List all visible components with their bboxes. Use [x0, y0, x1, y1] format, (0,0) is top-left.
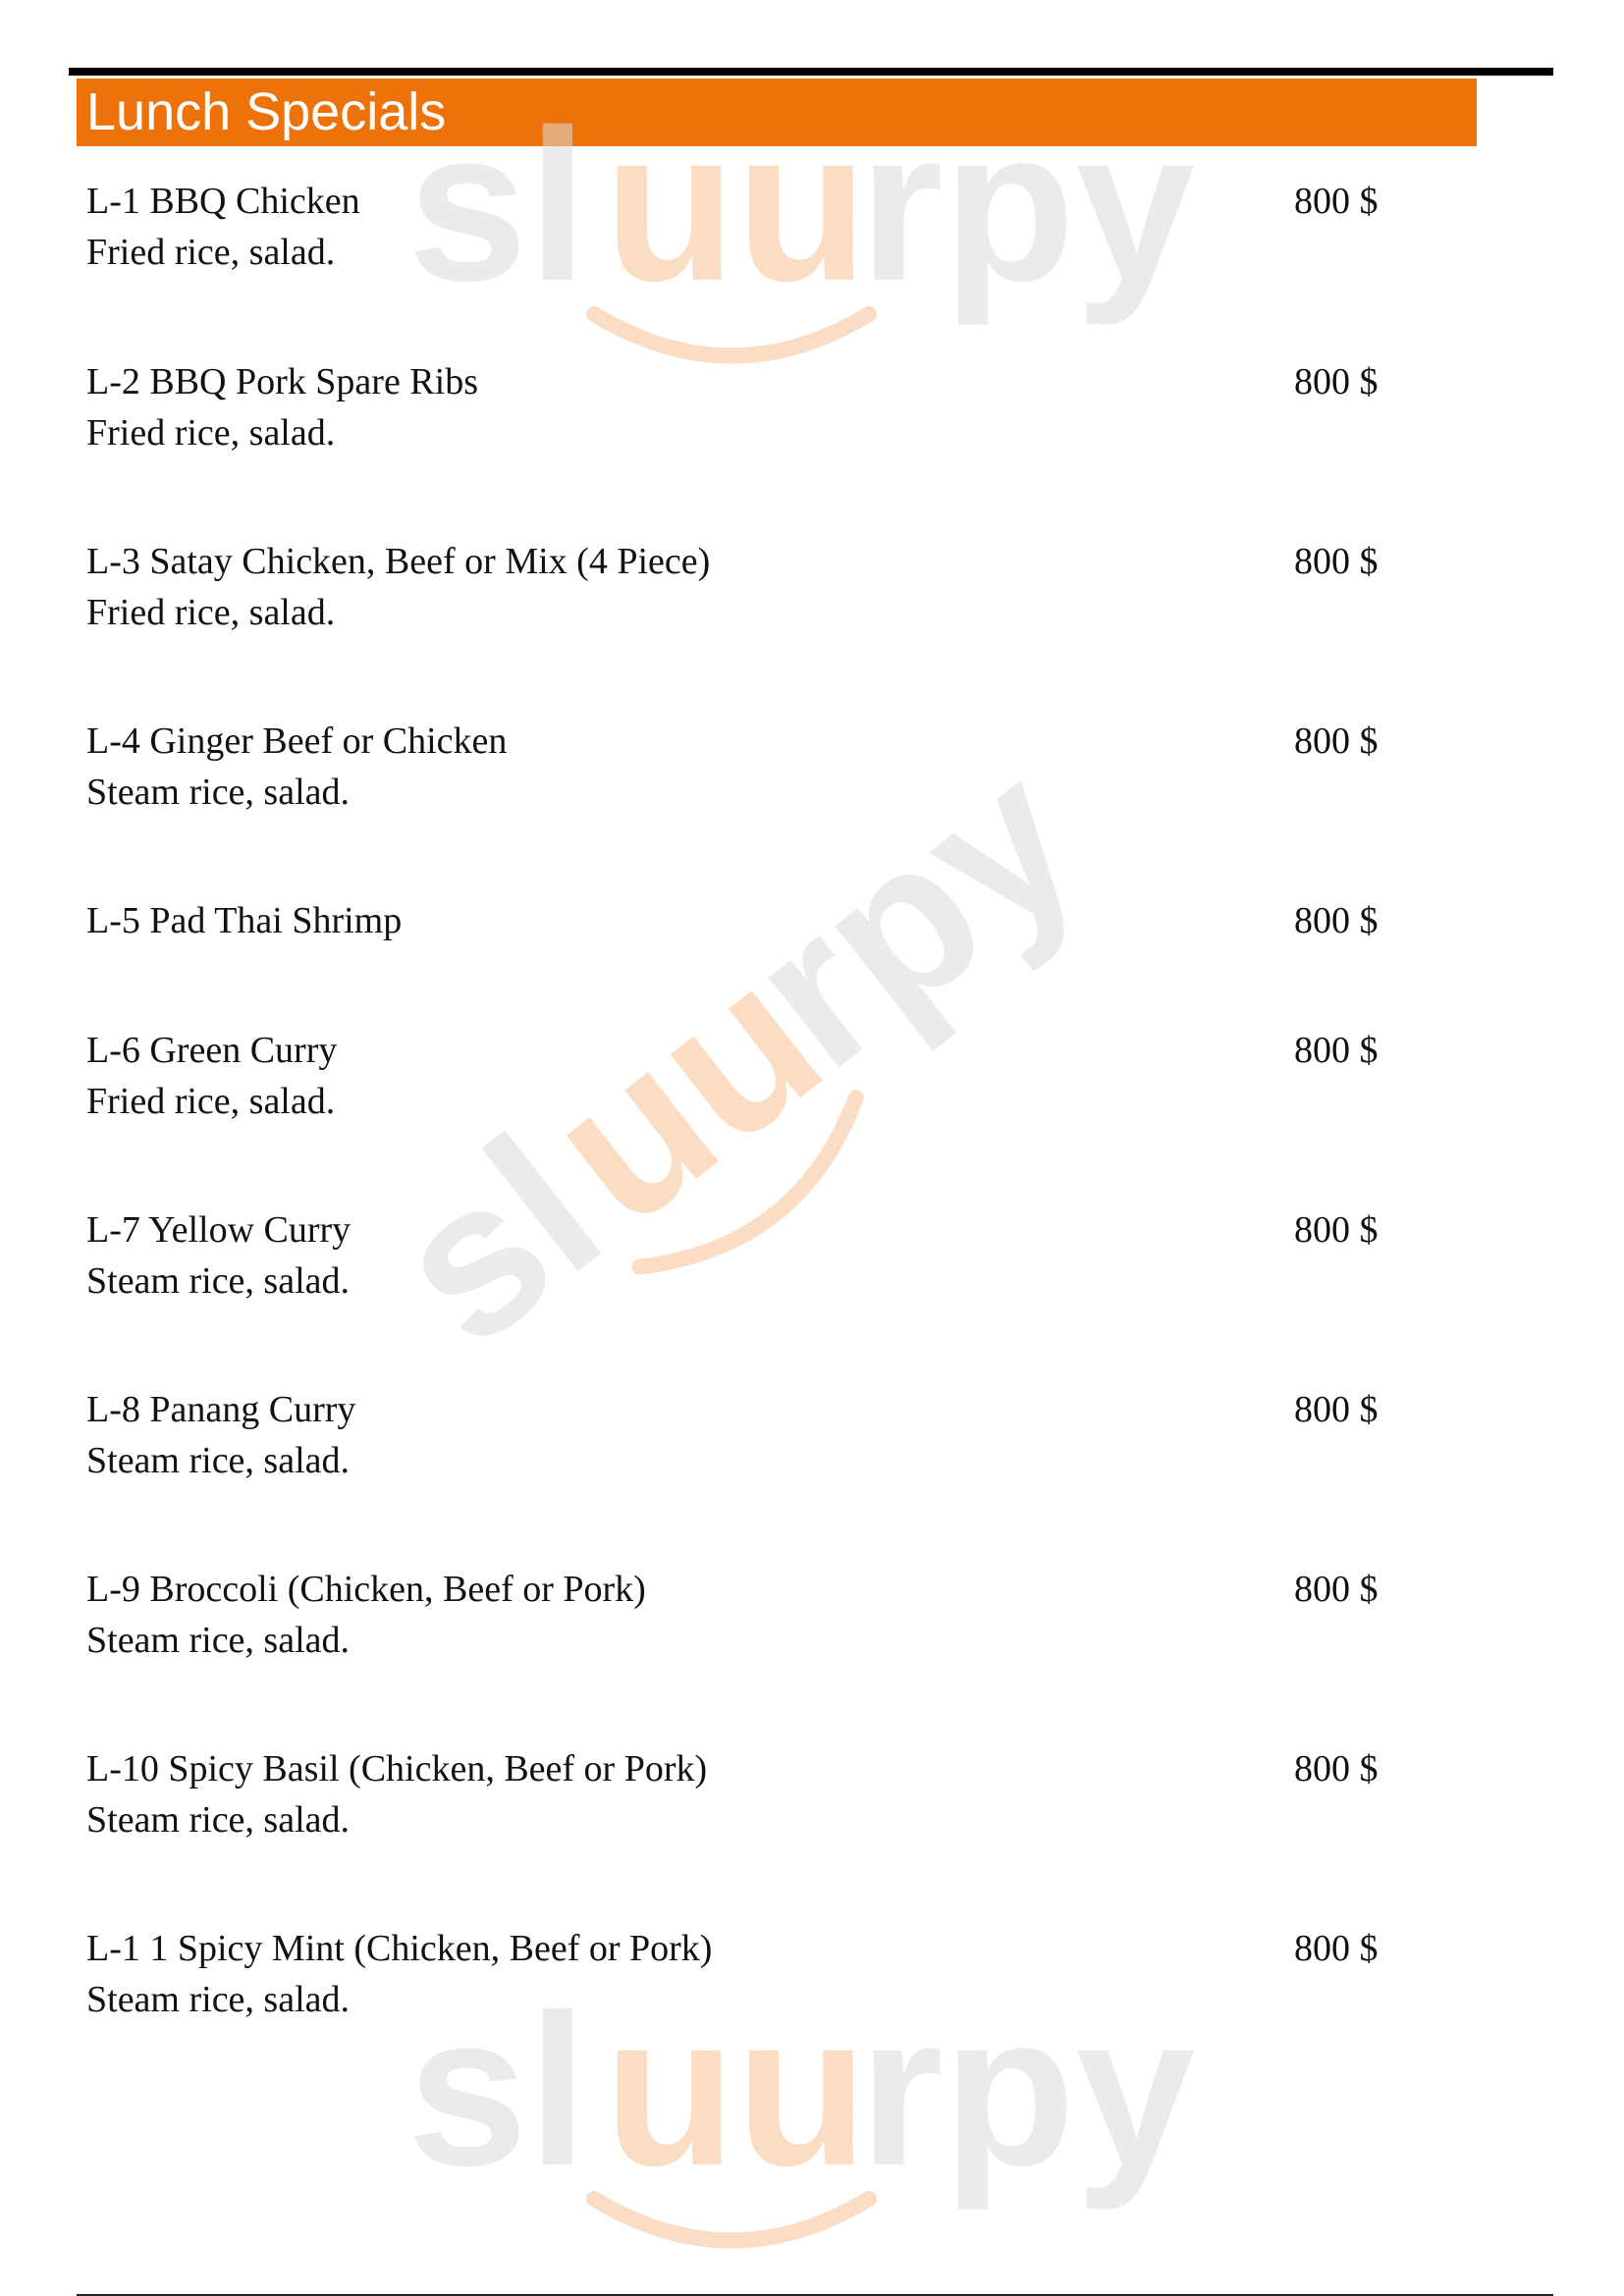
menu-item-description: Fried rice, salad. — [86, 412, 336, 454]
menu-item-description: Steam rice, salad. — [86, 1440, 351, 1481]
svg-text:uu: uu — [604, 84, 868, 326]
menu-item — [86, 1387, 1402, 1495]
menu-item — [86, 898, 1402, 1006]
menu-item — [86, 1926, 1402, 2034]
menu-item-name: L-9 Broccoli (Chicken, Beef or Pork) — [86, 1569, 646, 1610]
menu-item-name: L-3 Satay Chicken, Beef or Mix (4 Piece) — [86, 541, 711, 582]
menu-item-price: 800 $ — [1294, 1389, 1379, 1430]
svg-text:uu: uu — [506, 917, 863, 1270]
menu-item-price: 800 $ — [1294, 1928, 1379, 1969]
menu-item-price: 800 $ — [1294, 181, 1379, 222]
menu-item — [86, 1746, 1402, 1854]
menu-item — [86, 539, 1402, 647]
menu-item-description: Steam rice, salad. — [86, 772, 351, 813]
menu-item-name: L-7 Yellow Curry — [86, 1209, 352, 1251]
menu-item-name: L-6 Green Curry — [86, 1030, 338, 1071]
menu-item-name: L-2 BBQ Pork Spare Ribs — [86, 361, 478, 402]
menu-item-price: 800 $ — [1294, 721, 1379, 762]
menu-item — [86, 719, 1402, 827]
menu-item-name: L-1 BBQ Chicken — [86, 181, 360, 222]
menu-item-description: Fried rice, salad. — [86, 592, 336, 633]
menu-item — [86, 1207, 1402, 1315]
svg-text:sl: sl — [407, 84, 588, 326]
menu-item-price: 800 $ — [1294, 361, 1379, 402]
menu-item — [86, 359, 1402, 467]
menu-item-name: L-10 Spicy Basil (Chicken, Beef or Pork) — [86, 1748, 708, 1789]
menu-item-price: 800 $ — [1294, 541, 1379, 582]
menu-item-description: Steam rice, salad. — [86, 1260, 351, 1302]
menu-item-description: Steam rice, salad. — [86, 1620, 351, 1661]
menu-item — [86, 1567, 1402, 1675]
menu-item — [86, 1028, 1402, 1136]
menu-item-description: Fried rice, salad. — [86, 1081, 336, 1122]
menu-item-price: 800 $ — [1294, 900, 1379, 941]
svg-text:rpy: rpy — [706, 716, 1121, 1113]
menu-item-price: 800 $ — [1294, 1569, 1379, 1610]
menu-item — [86, 179, 1402, 287]
menu-item-price: 800 $ — [1294, 1209, 1379, 1251]
menu-item-name: L-5 Pad Thai Shrimp — [86, 900, 403, 941]
top-rule — [69, 68, 1553, 76]
svg-text:uu: uu — [604, 1969, 868, 2211]
menu-item-description: Steam rice, salad. — [86, 1799, 351, 1841]
menu-item-price: 800 $ — [1294, 1030, 1379, 1071]
menu-item-name: L-8 Panang Curry — [86, 1389, 356, 1430]
menu-item-name: L-1 1 Spicy Mint (Chicken, Beef or Pork) — [86, 1928, 713, 1969]
menu-item-name: L-4 Ginger Beef or Chicken — [86, 721, 508, 762]
section-title: Lunch Specials — [86, 82, 447, 141]
section-header — [77, 79, 1477, 146]
menu-item-description: Fried rice, salad. — [86, 232, 336, 273]
svg-text:sl: sl — [351, 1090, 642, 1392]
svg-text:rpy: rpy — [859, 84, 1196, 326]
svg-text:rpy: rpy — [859, 1969, 1196, 2211]
menu-item-price: 800 $ — [1294, 1748, 1379, 1789]
svg-text:sl: sl — [407, 1969, 588, 2211]
menu-item-description: Steam rice, salad. — [86, 1979, 351, 2020]
